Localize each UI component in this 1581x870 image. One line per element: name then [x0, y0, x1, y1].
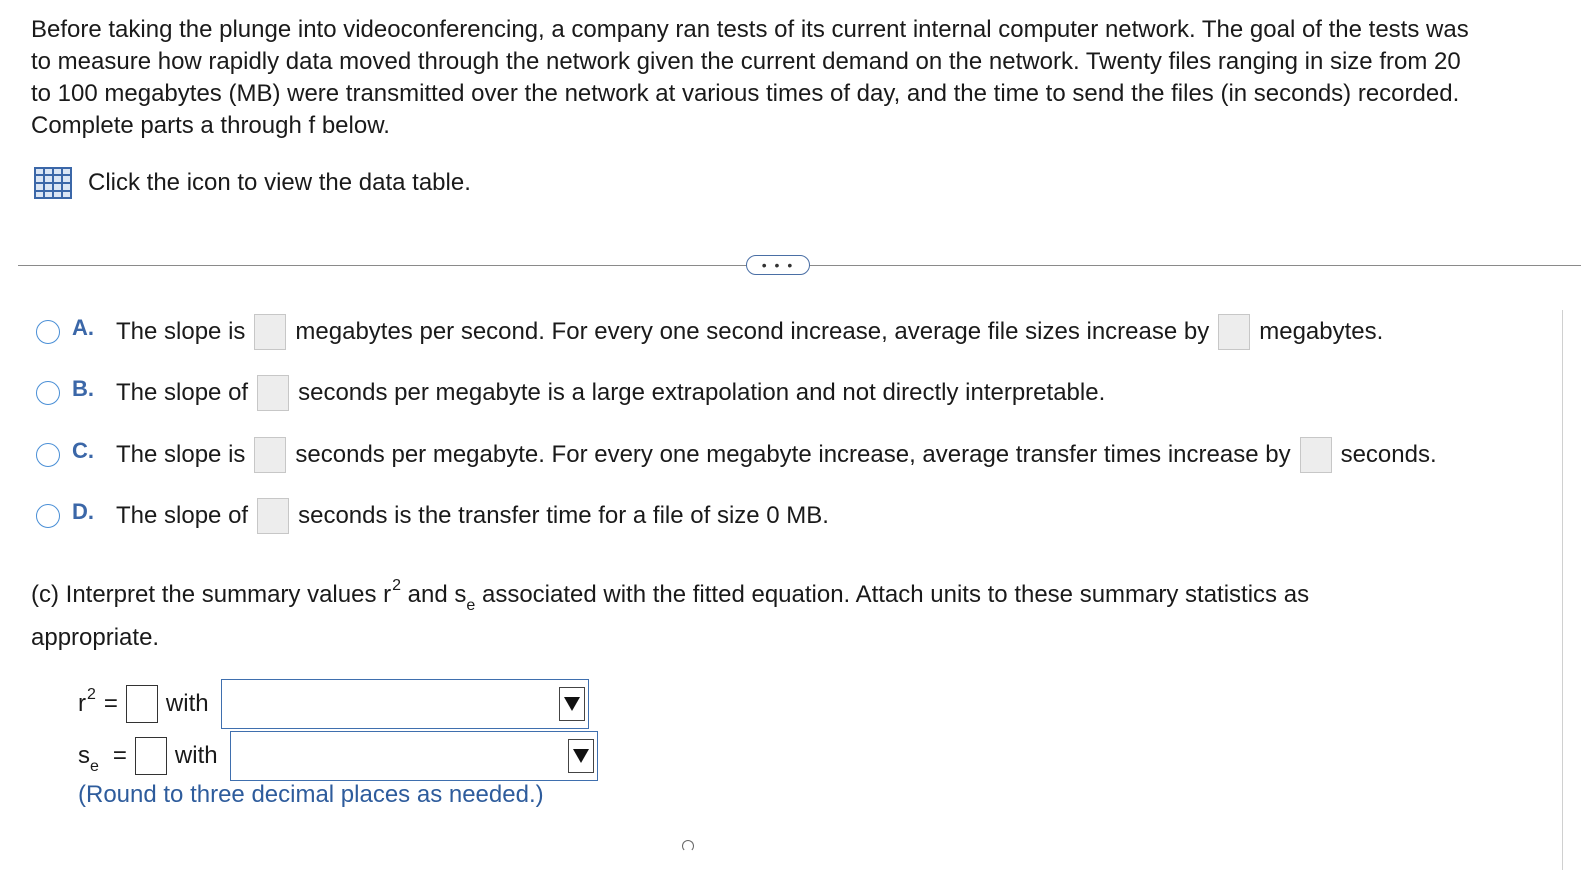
option-b[interactable] [36, 373, 1105, 413]
panel-edge [1562, 310, 1563, 870]
option-c-text-1: The slope is [116, 441, 246, 468]
option-a-letter: A. [72, 315, 94, 340]
option-a-text-3: megabytes. [1259, 318, 1384, 345]
intro-line-1: Before taking the plunge into videoconferencing, a company ran tests of its current internal computer network. The goal of the tests was [31, 16, 1469, 43]
r-squared-equals: = [103, 690, 118, 717]
data-table-link-text[interactable]: Click the icon to view the data table. [88, 169, 471, 196]
option-b-answer-box[interactable] [257, 375, 289, 411]
data-table-link[interactable] [34, 166, 471, 200]
option-c-text-2: seconds per megabyte. For every one megabyte increase, average transfer times increase by [295, 441, 1291, 468]
se-row [78, 733, 598, 779]
option-a[interactable] [36, 312, 1383, 352]
option-d-letter: D. [72, 499, 94, 524]
part-c-mid: and s [401, 581, 467, 608]
option-c-radio[interactable] [36, 443, 60, 467]
intro-line-4: Complete parts a through f below. [31, 112, 390, 139]
part-c-line-2: appropriate. [31, 624, 160, 651]
r-squared-units-select[interactable] [221, 679, 589, 729]
dropdown-arrow-icon[interactable] [559, 687, 585, 721]
se-input[interactable] [135, 737, 167, 775]
r-squared-with: with [165, 690, 209, 717]
se-with: with [174, 742, 218, 769]
option-d-text-1: The slope of [116, 502, 249, 529]
option-c-letter: C. [72, 438, 94, 463]
part-c-sup: 2 [392, 577, 402, 594]
dropdown-arrow-icon[interactable] [568, 739, 594, 773]
r-squared-label: $r^2$ [78, 686, 96, 717]
option-a-answer-box-1[interactable] [254, 314, 286, 350]
option-b-text-1: The slope of [116, 379, 249, 406]
option-d-answer-box[interactable] [257, 498, 289, 534]
option-b-text-2: seconds per megabyte is a large extrapolation and not directly interpretable. [298, 379, 1106, 406]
expand-more-button[interactable]: • • • [746, 255, 810, 275]
se-units-select[interactable] [230, 731, 598, 781]
option-d-text-2: seconds is the transfer time for a file of size 0 MB. [298, 502, 829, 529]
data-table-icon[interactable] [34, 167, 72, 199]
option-a-text-1: The slope is [116, 318, 246, 345]
option-c-answer-box-2[interactable] [1300, 437, 1332, 473]
r-squared-row [78, 681, 589, 727]
option-c-answer-box-1[interactable] [254, 437, 286, 473]
option-a-radio[interactable] [36, 320, 60, 344]
part-c-sub: e [466, 597, 476, 614]
option-c[interactable] [36, 435, 1437, 475]
intro-line-2: to measure how rapidly data moved through the network given the current demand on the network. Twenty files ranging in size from 20 [31, 48, 1461, 75]
option-c-text-3: seconds. [1340, 441, 1437, 468]
part-c-prefix: (c) Interpret the summary values r [31, 581, 392, 608]
option-b-radio[interactable] [36, 381, 60, 405]
option-a-answer-box-2[interactable] [1218, 314, 1250, 350]
se-equals: = [112, 742, 127, 769]
option-a-text-2: megabytes per second. For every one second increase, average file sizes increase by [295, 318, 1210, 345]
part-c-prompt [31, 575, 1531, 658]
part-c-line-1 [31, 575, 1531, 618]
intro-line-3: to 100 megabytes (MB) were transmitted over the network at various times of day, and the time to send the files (in seconds) recorded. [31, 80, 1460, 107]
option-d-radio[interactable] [36, 504, 60, 528]
part-c-suffix: associated with the fitted equation. Attach units to these summary statistics as [475, 581, 1310, 608]
option-b-letter: B. [72, 376, 94, 401]
se-label: $s_e$ [78, 742, 99, 775]
partial-icon [682, 840, 694, 852]
r-squared-input[interactable] [126, 685, 158, 723]
question-intro [31, 14, 1581, 142]
rounding-note: (Round to three decimal places as needed.) [78, 781, 544, 808]
option-d[interactable] [36, 496, 829, 536]
